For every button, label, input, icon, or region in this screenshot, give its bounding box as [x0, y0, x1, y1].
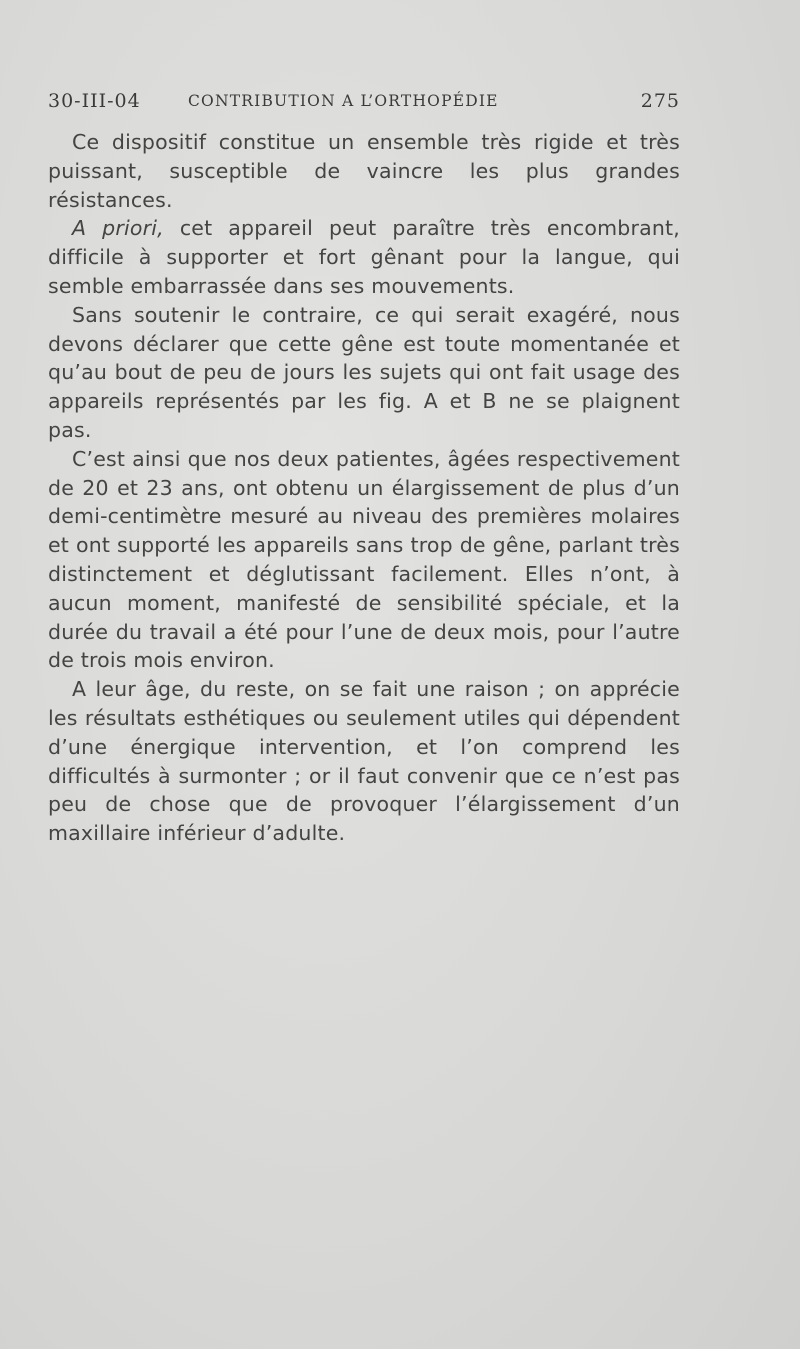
running-header	[48, 90, 680, 118]
paragraph-2-italic-lead: A priori,	[72, 216, 164, 241]
paragraph-3-text: Sans soutenir le contraire, ce qui serait exagéré, nous devons déclarer que cette gêne est toute momentanée et qu’au bout de peu de jours les sujets qui ont fait usage des appareils représentés par les fig. A et B ne se plaignent pas.	[48, 302, 680, 442]
paragraph-5	[48, 675, 680, 848]
paragraph-2-text: cet appareil peut paraître très encombrant, difficile à supporter et fort gênant pour la langue, qui semble embarrassée dans ses mouvements.	[48, 216, 680, 298]
paragraph-4	[48, 445, 680, 675]
paragraph-1	[48, 128, 680, 214]
paragraph-4-text: C’est ainsi que nos deux patientes, âgées respectivement de 20 et 23 ans, ont obtenu un élargissement de plus d’un demi-centimètre mesuré au niveau des premières molaires et ont supporté les appareils sans trop de gêne, parlant très distinctement et déglutissant facilement. Elles n’ont, à aucun moment, manifesté de sensibilité spéciale, et la durée du travail a été pour l’une de deux mois, pour l’autre de trois mois environ.	[48, 446, 680, 673]
page-number: 275	[640, 90, 680, 112]
header-title: CONTRIBUTION A L’ORTHOPÉDIE	[188, 92, 499, 110]
paragraph-1-text: Ce dispositif constitue un ensemble très rigide et très puissant, susceptible de vaincre les plus grandes résistances.	[48, 130, 680, 212]
body-text	[48, 128, 680, 848]
header-date: 30-III-04	[48, 90, 141, 112]
paragraph-5-text: A leur âge, du reste, on se fait une raison ; on apprécie les résultats esthétiques ou seulement utiles qui dépendent d’une énergique intervention, et l’on comprend les difficultés à surmonter ; or il faut convenir que ce n’est pas peu de chose que de provoquer l’élargissement d’un maxillaire inférieur d’adulte.	[48, 677, 680, 846]
paragraph-3	[48, 301, 680, 445]
paragraph-2	[48, 214, 680, 300]
